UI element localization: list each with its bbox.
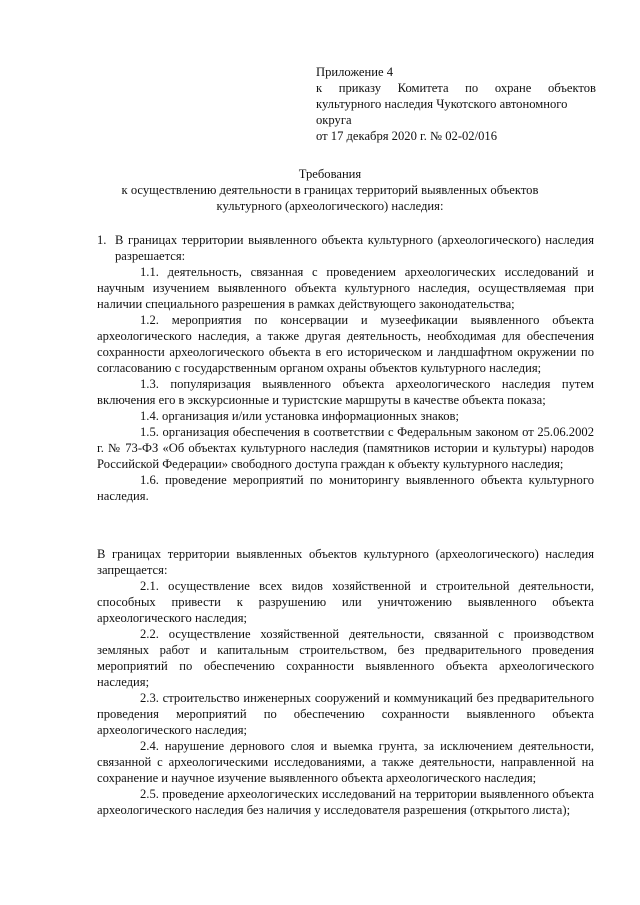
list-item: 1.4. организация и/или установка информационных знаков; xyxy=(140,409,459,423)
section-prohibited xyxy=(97,546,594,818)
list-item: 2.2. осуществление хозяйственной деятельности, связанной с производством земляных работ и капитальным строительством, без предварительного проведения мероприятий по обеспечению сохранности выявленного объекта археологического наследия; xyxy=(97,627,594,689)
appendix-number: Приложение 4 xyxy=(316,65,394,79)
section-permitted xyxy=(97,232,594,504)
title-line-1: Требования xyxy=(298,167,362,181)
list-item: 2.5. проведение археологических исследований на территории выявленного объекта археологического наследия без наличия у исследователя разрешения (открытого листа); xyxy=(97,787,594,817)
list-item: 1.1. деятельность, связанная с проведением археологических исследований и научным изучением выявленного объекта культурного наследия, осуществляемая при наличии специального разрешения в рамках действующего законодательства; xyxy=(97,265,594,311)
title-line-2: к осуществлению деятельности в границах территорий выявленных объектов xyxy=(121,183,539,197)
section-number: 1. xyxy=(97,233,107,247)
appendix-region-line: округа xyxy=(316,113,352,127)
appendix-header xyxy=(316,64,596,144)
list-item: 1.2. мероприятия по консервации и музеефикации выявленного объекта археологического наследия, а также другая деятельность, необходимая для обеспечения сохранности археологического объекта в его историческом и ландшафтном окружении по согласованию с государственным органом охраны объектов культурного наследия; xyxy=(97,313,594,375)
list-item: 2.4. нарушение дернового слоя и выемка грунта, за исключением деятельности, связанной с археологическими исследованиями, а также деятельности, направленной на сохранение и научное изучение выявленного объекта археологического наследия; xyxy=(97,739,594,785)
title-line-3: культурного (археологического) наследия: xyxy=(216,199,444,213)
section-intro-text: В границах территории выявленного объекта культурного (археологического) наследия разрешается: xyxy=(115,233,594,263)
section-permitted-intro xyxy=(97,232,594,264)
appendix-date-line: от 17 декабря 2020 г. № 02-02/016 xyxy=(316,129,497,143)
list-item: 2.3. строительство инженерных сооружений и коммуникаций без предварительного проведения мероприятий по обеспечению сохранности выявленного объекта археологического наследия; xyxy=(97,691,594,737)
section-prohibited-intro: В границах территории выявленных объектов культурного (археологического) наследия запрещается: xyxy=(97,547,594,577)
list-item: 2.1. осуществление всех видов хозяйственной и строительной деятельности, способных привести к разрушению или уничтожению выявленного объекта археологического наследия; xyxy=(97,579,594,625)
list-item: 1.5. организация обеспечения в соответствии с Федеральным законом от 25.06.2002 г. № 73-ФЗ «Об объектах культурного наследия (памятников истории и культуры) народов Российской Федерации» свободного доступа граждан к объекту культурного наследия; xyxy=(97,425,594,471)
appendix-order-line: к приказу Комитета по охране объектов xyxy=(316,81,596,95)
document-title xyxy=(60,166,600,214)
list-item: 1.3. популяризация выявленного объекта археологического наследия путем включения его в экскурсионные и туристские маршруты в качестве объекта показа; xyxy=(97,377,594,407)
list-item: 1.6. проведение мероприятий по мониторингу выявленного объекта культурного наследия. xyxy=(97,473,594,503)
appendix-committee-line: культурного наследия Чукотского автономного xyxy=(316,97,568,111)
